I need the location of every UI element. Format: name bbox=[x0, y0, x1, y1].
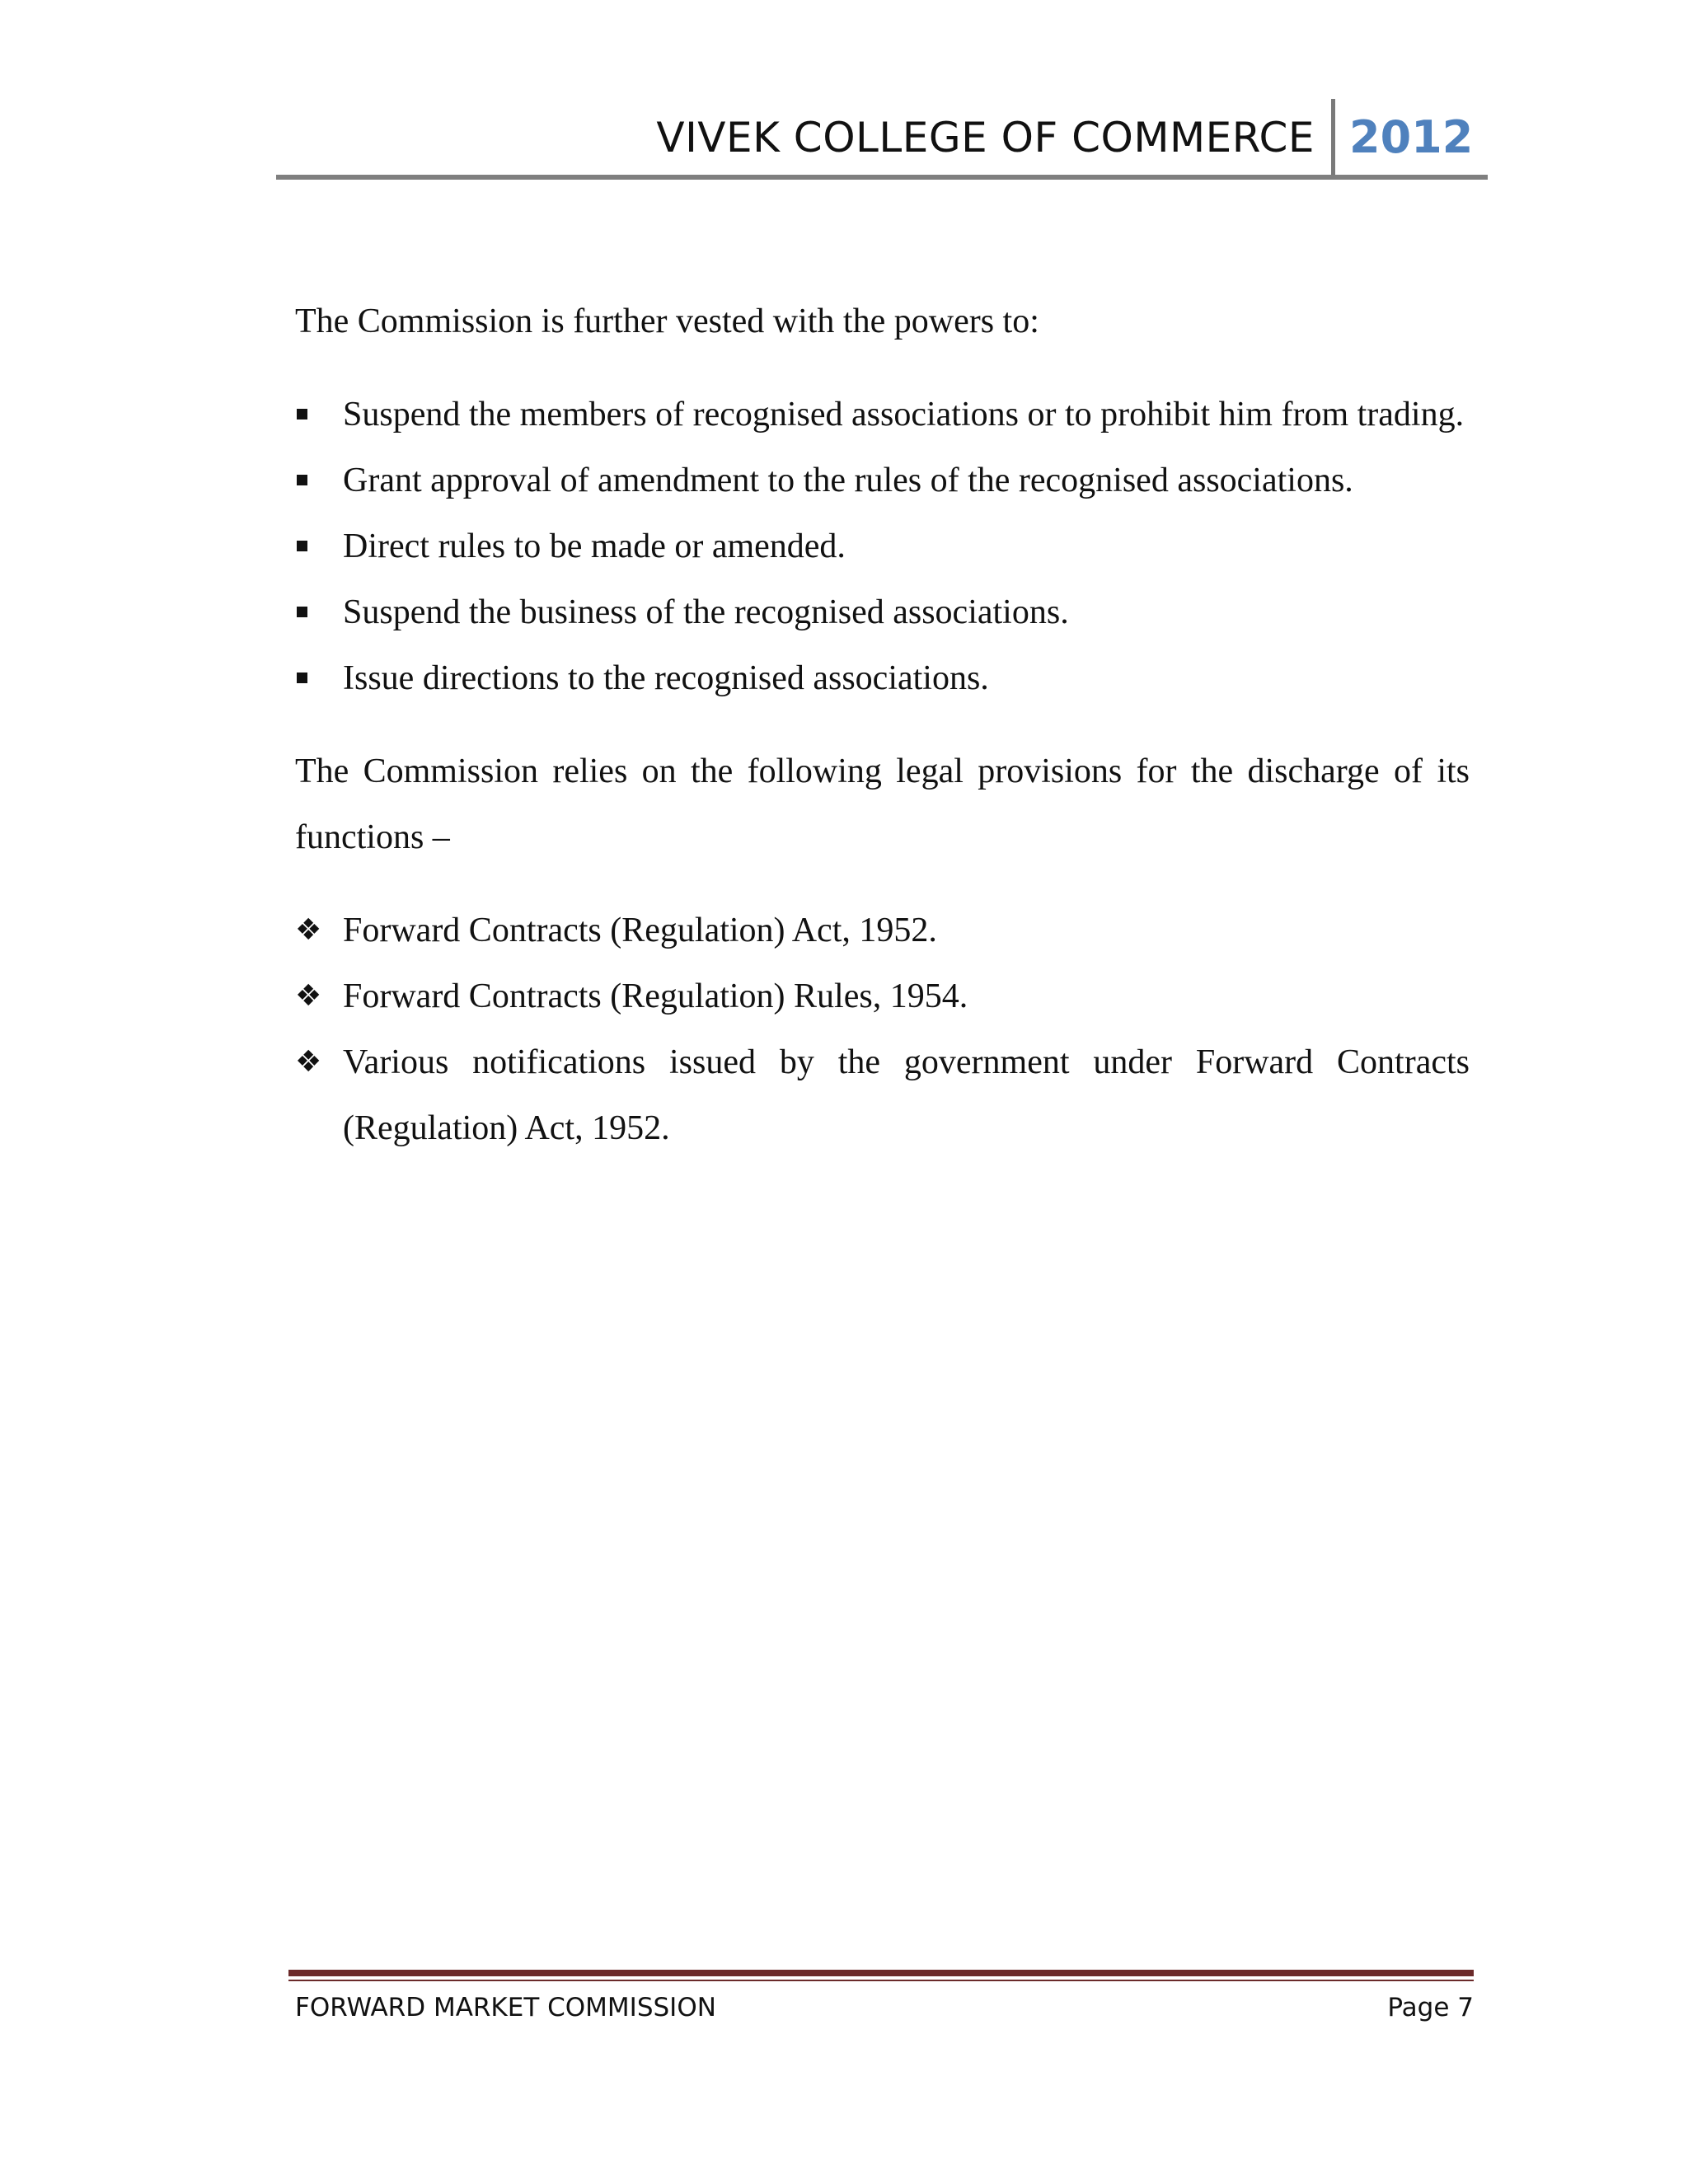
square-bullet-icon bbox=[297, 541, 307, 551]
list-item bbox=[295, 898, 1470, 963]
header-year: 2012 bbox=[1349, 111, 1474, 163]
list-item-text: Forward Contracts (Regulation) Act, 1952. bbox=[343, 912, 937, 949]
page-header bbox=[276, 99, 1488, 181]
page-body bbox=[295, 288, 1470, 1161]
header-divider bbox=[1331, 99, 1335, 177]
list-item bbox=[295, 382, 1470, 448]
list-item bbox=[295, 579, 1470, 645]
square-bullet-icon bbox=[297, 673, 307, 683]
page-number: Page 7 bbox=[1387, 1993, 1474, 2022]
list-item bbox=[295, 1029, 1470, 1161]
footer-rule-thin bbox=[288, 1980, 1474, 1981]
list-item-text: Issue directions to the recognised associations. bbox=[343, 659, 989, 697]
four-diamond-bullet-icon: ❖ bbox=[295, 1045, 322, 1079]
list-item bbox=[295, 963, 1470, 1029]
square-bullet-icon bbox=[297, 607, 307, 617]
legal-provisions-intro-paragraph: The Commission relies on the following legal provisions for the discharge of its functions – bbox=[295, 752, 1470, 856]
powers-list bbox=[295, 382, 1470, 711]
square-bullet-icon bbox=[297, 409, 307, 419]
list-item bbox=[295, 513, 1470, 579]
college-name: VIVEK COLLEGE OF COMMERCE bbox=[656, 114, 1315, 162]
list-item bbox=[295, 645, 1470, 711]
legal-provisions-list bbox=[295, 898, 1470, 1161]
list-item-text: Suspend the members of recognised associations or to prohibit him from trading. bbox=[343, 396, 1465, 434]
list-item-text: Direct rules to be made or amended. bbox=[343, 527, 846, 565]
page-footer bbox=[288, 1970, 1474, 2036]
square-bullet-icon bbox=[297, 475, 307, 485]
list-item-text: Suspend the business of the recognised associations. bbox=[343, 593, 1069, 631]
header-rule bbox=[276, 175, 1488, 180]
list-item-text: Various notifications issued by the government under Forward Contracts (Regulation) Act, 1952. bbox=[343, 1043, 1470, 1147]
footer-document-title: FORWARD MARKET COMMISSION bbox=[295, 1993, 716, 2022]
four-diamond-bullet-icon: ❖ bbox=[295, 979, 322, 1013]
list-item-text: Forward Contracts (Regulation) Rules, 1954. bbox=[343, 977, 968, 1015]
four-diamond-bullet-icon: ❖ bbox=[295, 913, 322, 947]
footer-rule-thick bbox=[288, 1970, 1474, 1976]
powers-intro-paragraph: The Commission is further vested with the powers to: bbox=[295, 302, 1039, 340]
list-item bbox=[295, 448, 1470, 513]
list-item-text: Grant approval of amendment to the rules of the recognised associations. bbox=[343, 462, 1353, 499]
